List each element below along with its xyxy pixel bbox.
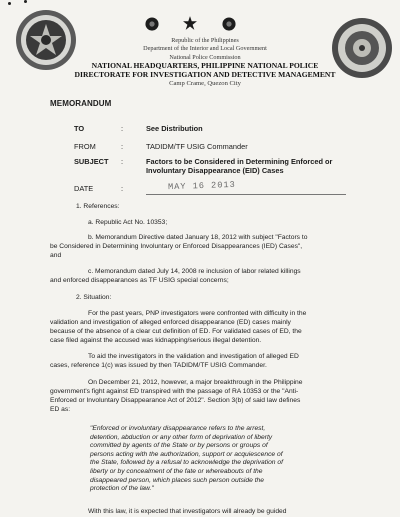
quote-line: "Enforced or involuntary disappearance refers to the arrest, — [90, 425, 266, 432]
reference-b-line-1: b. Memorandum Directive dated January 18, 2012 with subject "Factors to — [88, 234, 308, 241]
quote-line: disappeared person, which places such person outside the — [90, 476, 264, 484]
situation-p2-line-1: To aid the investigators in the validation and investigation of alleged ED — [88, 353, 299, 360]
subject-line-2: Involuntary Disappearance (EID) Cases — [146, 166, 284, 175]
subject-colon: : — [121, 157, 124, 166]
situation-p1-line-3: because of the absence of a clear cut definition of ED. For validated cases of ED, the — [50, 328, 302, 335]
date-stamp: MAY 16 2013 — [167, 179, 236, 193]
letterhead-department: Department of the Interior and Local Government — [143, 45, 267, 53]
to-label: TO — [74, 124, 85, 133]
situation-p3-line-3: Enforced or Involuntary Disappearance Act of 2012". Section 3(b) of said law defines — [50, 397, 301, 404]
quote-line: detention, abduction or any other form of deprivation of liberty — [90, 433, 273, 441]
quote-line: the State, followed by a refusal to acknowledge the deprivation of — [90, 459, 283, 467]
pnp-emblem-icon — [177, 14, 203, 32]
quote-line: liberty or by concealment of the fate or whereabouts of the — [90, 467, 263, 475]
situation-p3-line-4: ED as: — [50, 406, 71, 413]
from-label: FROM — [74, 142, 96, 151]
letterhead-republic: Republic of the Philippines — [171, 37, 239, 44]
quote-line: persons acting with the authorization, support or acquiescence of — [90, 450, 283, 458]
to-colon: : — [121, 124, 124, 133]
napolcom-seal-icon — [222, 17, 236, 31]
situation-p1-line-4: case filed against the accused was kidnapping/serious illegal detention. — [50, 337, 262, 344]
from-colon: : — [121, 142, 124, 151]
reference-a: a. Republic Act No. 10353; — [88, 219, 168, 226]
law-definition-quote — [90, 425, 308, 494]
situation-p3-line-2: government's fight against ED transpired with the passage of RA 10353 or the "Anti- — [50, 388, 299, 395]
letterhead — [60, 37, 350, 88]
from-value: TADIDM/TF USIG Commander — [146, 142, 248, 151]
date-colon: : — [121, 184, 124, 193]
punch-mark — [8, 2, 11, 5]
reference-c-line-1: c. Memorandum dated July 14, 2008 re inclusion of labor related killings — [88, 268, 301, 275]
subject-line-1: Factors to be Considered in Determining Enforced or — [146, 157, 333, 166]
letterhead-commission: National Police Commission — [169, 53, 241, 61]
subject-label: SUBJECT — [74, 157, 109, 166]
dilg-seal-icon — [145, 17, 159, 31]
reference-c-line-2: and enforced disappearances as TF USIG special concerns; — [50, 277, 229, 284]
situation-p1-line-2: validation and investigation of alleged enforced disappearance (ED) cases mainly — [50, 319, 291, 326]
date-underline — [146, 194, 346, 195]
date-label: DATE — [74, 184, 94, 193]
closing-line: With this law, it is expected that investigators will already be guided — [88, 508, 287, 515]
quote-line: protection of the law." — [90, 485, 154, 493]
situation-p2-line-2: cases, reference 1(c) was issued by then TADIDM/TF USIG Commander. — [50, 362, 267, 369]
letterhead-hq: NATIONAL HEADQUARTERS, PHILIPPINE NATIONAL POLICE — [91, 60, 319, 70]
situation-p3-line-1: On December 21, 2012, however, a major breakthrough in the Philippine — [88, 379, 303, 386]
memo-title: MEMORANDUM — [50, 99, 112, 108]
references-heading: 1. References: — [76, 203, 120, 210]
situation-heading: 2. Situation: — [76, 294, 112, 301]
reference-b-line-2: be Considered in Determining Involuntary or Enforced Disappearances (IED) Cases", — [50, 243, 303, 250]
letterhead-city: Camp Crame, Quezon City — [169, 80, 241, 88]
reference-b-line-3: and — [50, 252, 62, 259]
situation-p1-line-1: For the past years, PNP investigators were confronted with difficulty in the — [88, 310, 307, 317]
quote-line: committed by agents of the State or by persons or groups of — [90, 442, 268, 450]
punch-mark — [24, 0, 27, 3]
to-value: See Distribution — [146, 124, 203, 133]
letterhead-directorate: DIRECTORATE FOR INVESTIGATION AND DETECTIVE MANAGEMENT — [74, 69, 336, 79]
